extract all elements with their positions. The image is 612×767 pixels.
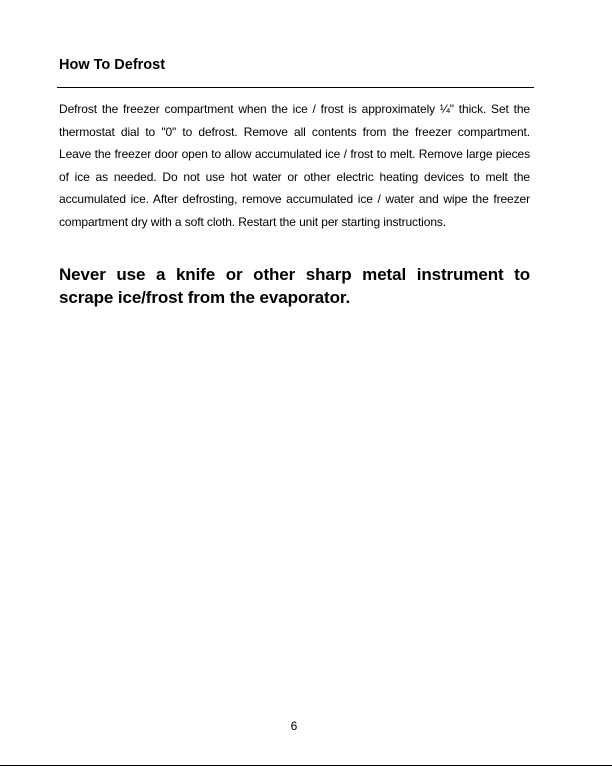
section-heading: How To Defrost [59, 57, 166, 73]
defrost-instructions: Defrost the freezer compartment when the ice / frost is approximately ¼" thick. Set the thermostat dial to "0" to defrost. Remove all contents from the freezer compartment. Leave the freezer door open to allow accumulated ice / frost to melt. Remove large pieces of ice as needed. Do not use hot water or other electric heating devices to melt the accumulated ice. After defrosting, remove accumulated ice / water and wipe the freezer compartment dry with a soft cloth. Restart the unit per starting instructions. [59, 102, 530, 229]
heading-divider [57, 87, 534, 88]
page-number: 6 [290, 719, 298, 733]
page-bottom-divider [0, 765, 612, 766]
warning-text: Never use a knife or other sharp metal instrument to scrape ice/frost from the evaporator. [59, 265, 530, 307]
